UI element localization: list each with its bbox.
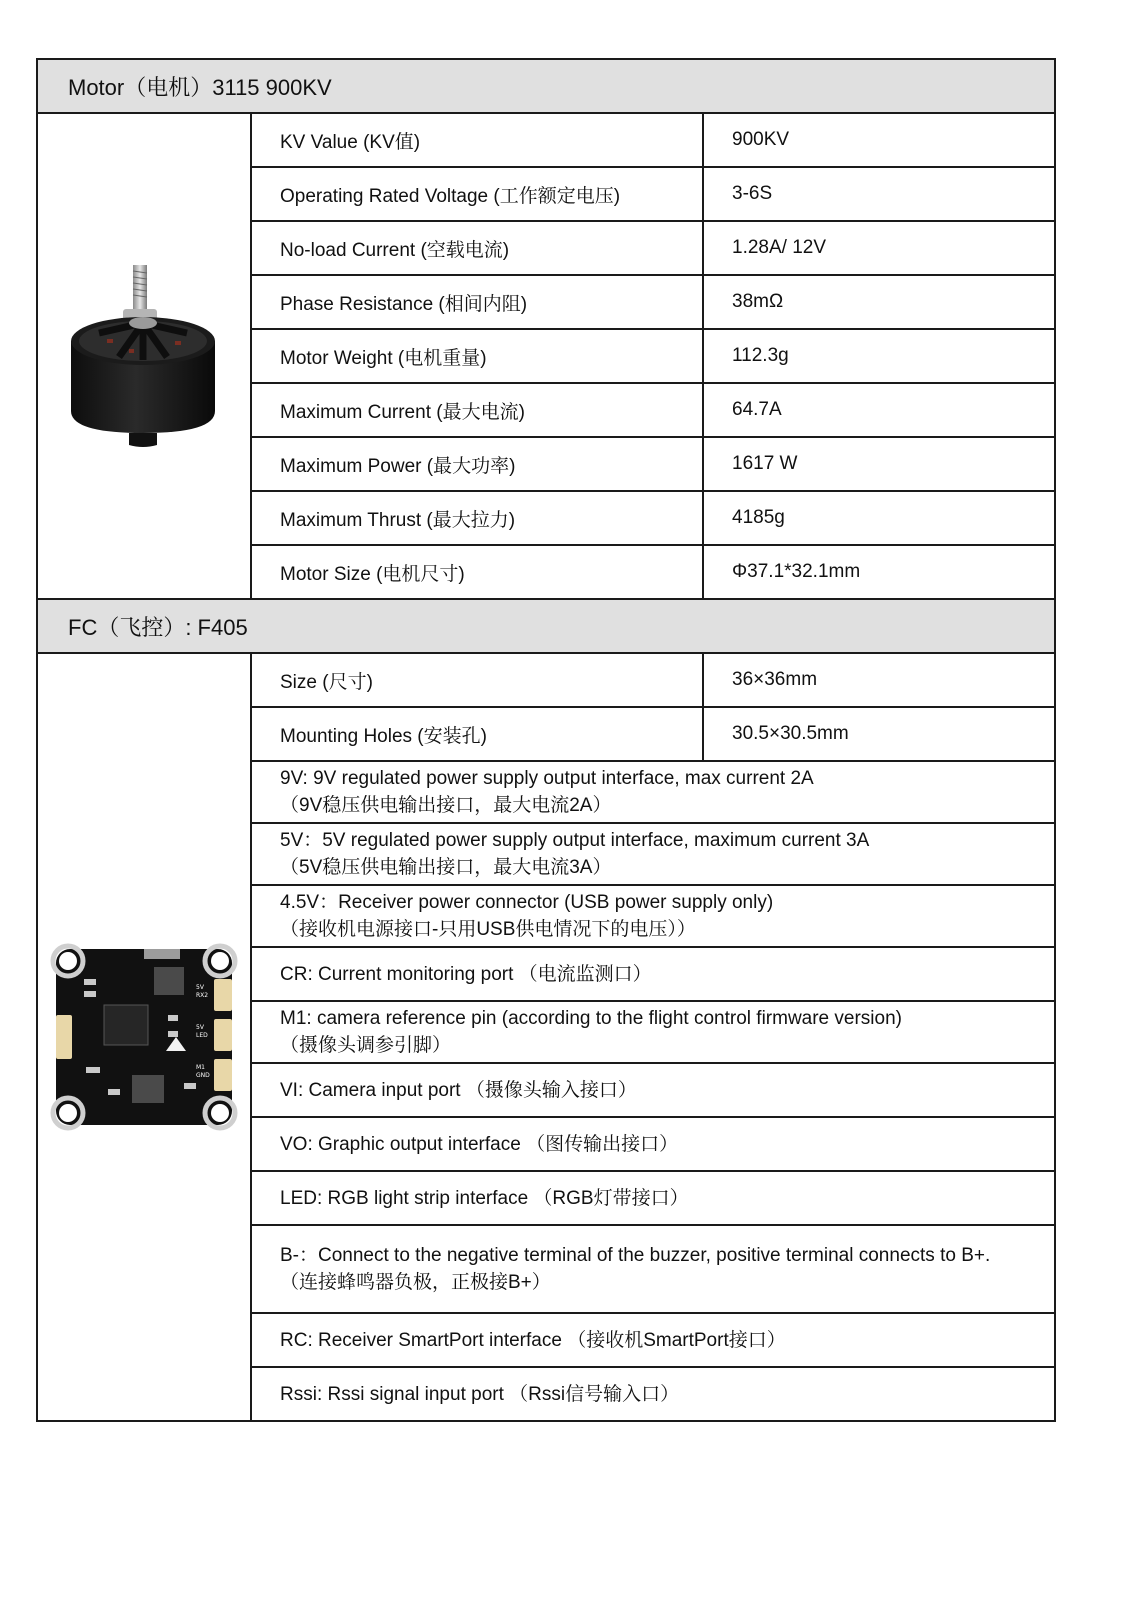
motor-spec-label: Motor Weight (电机重量) xyxy=(251,329,703,383)
svg-text:LED: LED xyxy=(196,1032,208,1039)
motor-spec-label: Maximum Thrust (最大拉力) xyxy=(251,491,703,545)
fc-note xyxy=(251,1313,1055,1367)
motor-image-icon xyxy=(59,261,229,451)
svg-text:RX2: RX2 xyxy=(196,992,209,999)
fc-note-en: VI: Camera input port （摄像头输入接口） xyxy=(280,1079,637,1101)
fc-note xyxy=(251,885,1055,947)
motor-spec-value: 64.7A xyxy=(703,383,1055,437)
fc-note xyxy=(251,1001,1055,1063)
fc-note-en: LED: RGB light strip interface （RGB灯带接口） xyxy=(280,1187,689,1209)
motor-spec-label: Operating Rated Voltage (工作额定电压) xyxy=(251,167,703,221)
svg-text:5V: 5V xyxy=(196,1024,204,1031)
motor-spec-value: 38mΩ xyxy=(703,275,1055,329)
motor-spec-value: 4185g xyxy=(703,491,1055,545)
motor-spec-label: KV Value (KV值) xyxy=(251,113,703,167)
motor-spec-value: 1617 W xyxy=(703,437,1055,491)
fc-note-en: RC: Receiver SmartPort interface （接收机SmartPort接口） xyxy=(280,1329,786,1351)
motor-section-header xyxy=(37,59,1055,113)
motor-spec-value: Φ37.1*32.1mm xyxy=(703,545,1055,599)
motor-spec-value: 3-6S xyxy=(703,167,1055,221)
fc-note-en: 9V: 9V regulated power supply output interface, max current 2A xyxy=(280,768,814,789)
fc-note xyxy=(251,1171,1055,1225)
fc-note-zh: （摄像头调参引脚） xyxy=(280,1035,452,1056)
fc-section-header xyxy=(37,599,1055,653)
fc-spec-label: Mounting Holes (安装孔) xyxy=(251,707,703,761)
fc-note xyxy=(251,947,1055,1001)
fc-spec-row xyxy=(37,653,1055,707)
fc-note xyxy=(251,1063,1055,1117)
motor-spec-value: 1.28A/ 12V xyxy=(703,221,1055,275)
fc-note-en: B-：Connect to the negative terminal of the buzzer, positive terminal connects to B+. xyxy=(280,1245,991,1266)
flight-controller-image-icon xyxy=(46,939,242,1135)
motor-spec-row xyxy=(37,113,1055,167)
motor-spec-label: Maximum Current (最大电流) xyxy=(251,383,703,437)
motor-spec-value: 900KV xyxy=(703,113,1055,167)
svg-text:M1: M1 xyxy=(196,1064,205,1071)
fc-note-en: Rssi: Rssi signal input port （Rssi信号输入口） xyxy=(280,1383,680,1405)
fc-note xyxy=(251,761,1055,823)
fc-spec-value: 36×36mm xyxy=(703,653,1055,707)
fc-note-en: VO: Graphic output interface （图传输出接口） xyxy=(280,1133,679,1155)
fc-note xyxy=(251,1225,1055,1313)
fc-spec-value: 30.5×30.5mm xyxy=(703,707,1055,761)
fc-note-en: CR: Current monitoring port （电流监测口） xyxy=(280,963,652,985)
fc-board-photo xyxy=(37,653,251,1421)
fc-note xyxy=(251,1117,1055,1171)
svg-text:GND: GND xyxy=(196,1072,210,1079)
fc-note-en: 5V：5V regulated power supply output interface, maximum current 3A xyxy=(280,830,870,851)
motor-spec-label: Phase Resistance (相间内阻) xyxy=(251,275,703,329)
svg-text:5V: 5V xyxy=(196,984,204,991)
fc-note-en: M1: camera reference pin (according to the flight control firmware version) xyxy=(280,1008,902,1029)
motor-spec-value: 112.3g xyxy=(703,329,1055,383)
fc-note-zh: （接收机电源接口-只用USB供电情况下的电压）） xyxy=(280,919,696,940)
motor-spec-label: Motor Size (电机尺寸) xyxy=(251,545,703,599)
fc-note xyxy=(251,1367,1055,1421)
spec-table xyxy=(36,58,1056,1422)
fc-note xyxy=(251,823,1055,885)
fc-note-zh: （5V稳压供电输出接口，最大电流3A） xyxy=(280,857,612,878)
motor-header-title: Motor（电机）3115 900KV xyxy=(37,59,1055,113)
fc-header-title: FC（飞控）: F405 xyxy=(37,599,1055,653)
motor-spec-label: Maximum Power (最大功率) xyxy=(251,437,703,491)
fc-spec-label: Size (尺寸) xyxy=(251,653,703,707)
fc-note-en: 4.5V：Receiver power connector (USB power supply only) xyxy=(280,892,774,913)
motor-spec-label: No-load Current (空载电流) xyxy=(251,221,703,275)
fc-note-zh: （9V稳压供电输出接口，最大电流2A） xyxy=(280,795,612,816)
motor-photo xyxy=(37,113,251,599)
fc-note-zh: （连接蜂鸣器负极，正极接B+） xyxy=(280,1272,551,1293)
